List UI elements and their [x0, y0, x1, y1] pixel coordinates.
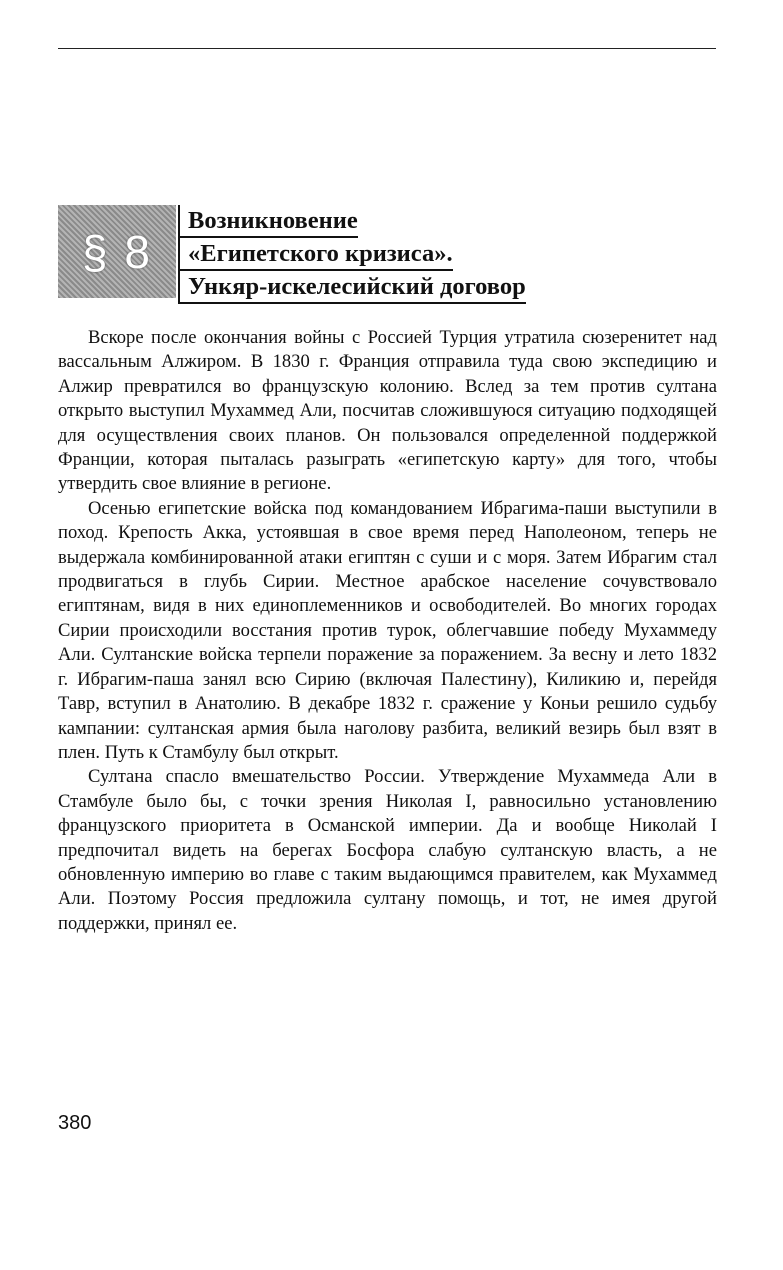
section-badge: [58, 205, 176, 298]
page-number: 380: [58, 1112, 92, 1134]
title-line-2: «Египетского кризиса».: [178, 238, 453, 271]
title-line-1: Возникновение: [178, 205, 358, 238]
title-line-3: Ункяр-искелесийский договор: [178, 271, 526, 304]
section-title: [178, 205, 718, 304]
section-number: § 8: [82, 225, 152, 278]
paragraph-1: Вскоре после окончания войны с Россией Турция утратила сюзеренитет над вассальным Алжиром. В 1830 г. Франция отправила туда свою экспедицию и Алжир превратился во французскую колонию. Вслед за тем против султана открыто выступил Мухаммед Али, посчитав сложившуюся ситуацию подходящей для осуществления своих планов. Он пользовался определенной поддержкой Франции, которая пыталась разыграть «египетскую карту» для того, чтобы утвердить свое влияние в регионе.: [58, 327, 717, 495]
paragraph-2: Осенью египетские войска под командованием Ибрагима-паши выступили в поход. Крепость Акка, устоявшая в свое время перед Наполеоном, теперь не выдержала комбинированной атаки египтян с суши и с моря. Затем Ибрагим стал продвигаться в глубь Сирии. Местное арабское население сочувствовало египтянам, видя в них единоплеменников и освободителей. Во многих городах Сирии происходили восстания против турок, облегчавшие победу Мухаммеду Али. Султанские войска терпели поражение за поражением. За весну и лето 1832 г. Ибрагим-паша занял всю Сирию (включая Палестину), Киликию и, перейдя Тавр, вступил в Анатолию. В декабре 1832 г. сражение у Коньи решило судьбу кампании: султанская армия была наголову разбита, великий везирь был взят в плен. Путь к Стамбулу был открыт.: [58, 497, 717, 763]
body-text: [58, 326, 717, 936]
paragraph-3: Султана спасло вмешательство России. Утверждение Мухаммеда Али в Стамбуле было бы, с точки зрения Николая I, равносильно установлению французского приоритета в Османской империи. Да и вообще Николай I предпочитал видеть на берегах Босфора слабую султанскую власть, а не обновленную империю во главе с таким выдающимся правителем, как Мухаммед Али. Поэтому Россия предложила султану помощь, и тот, не имея другой поддержки, принял ее.: [58, 766, 717, 934]
section-heading: [58, 205, 718, 300]
top-rule: [58, 48, 716, 49]
